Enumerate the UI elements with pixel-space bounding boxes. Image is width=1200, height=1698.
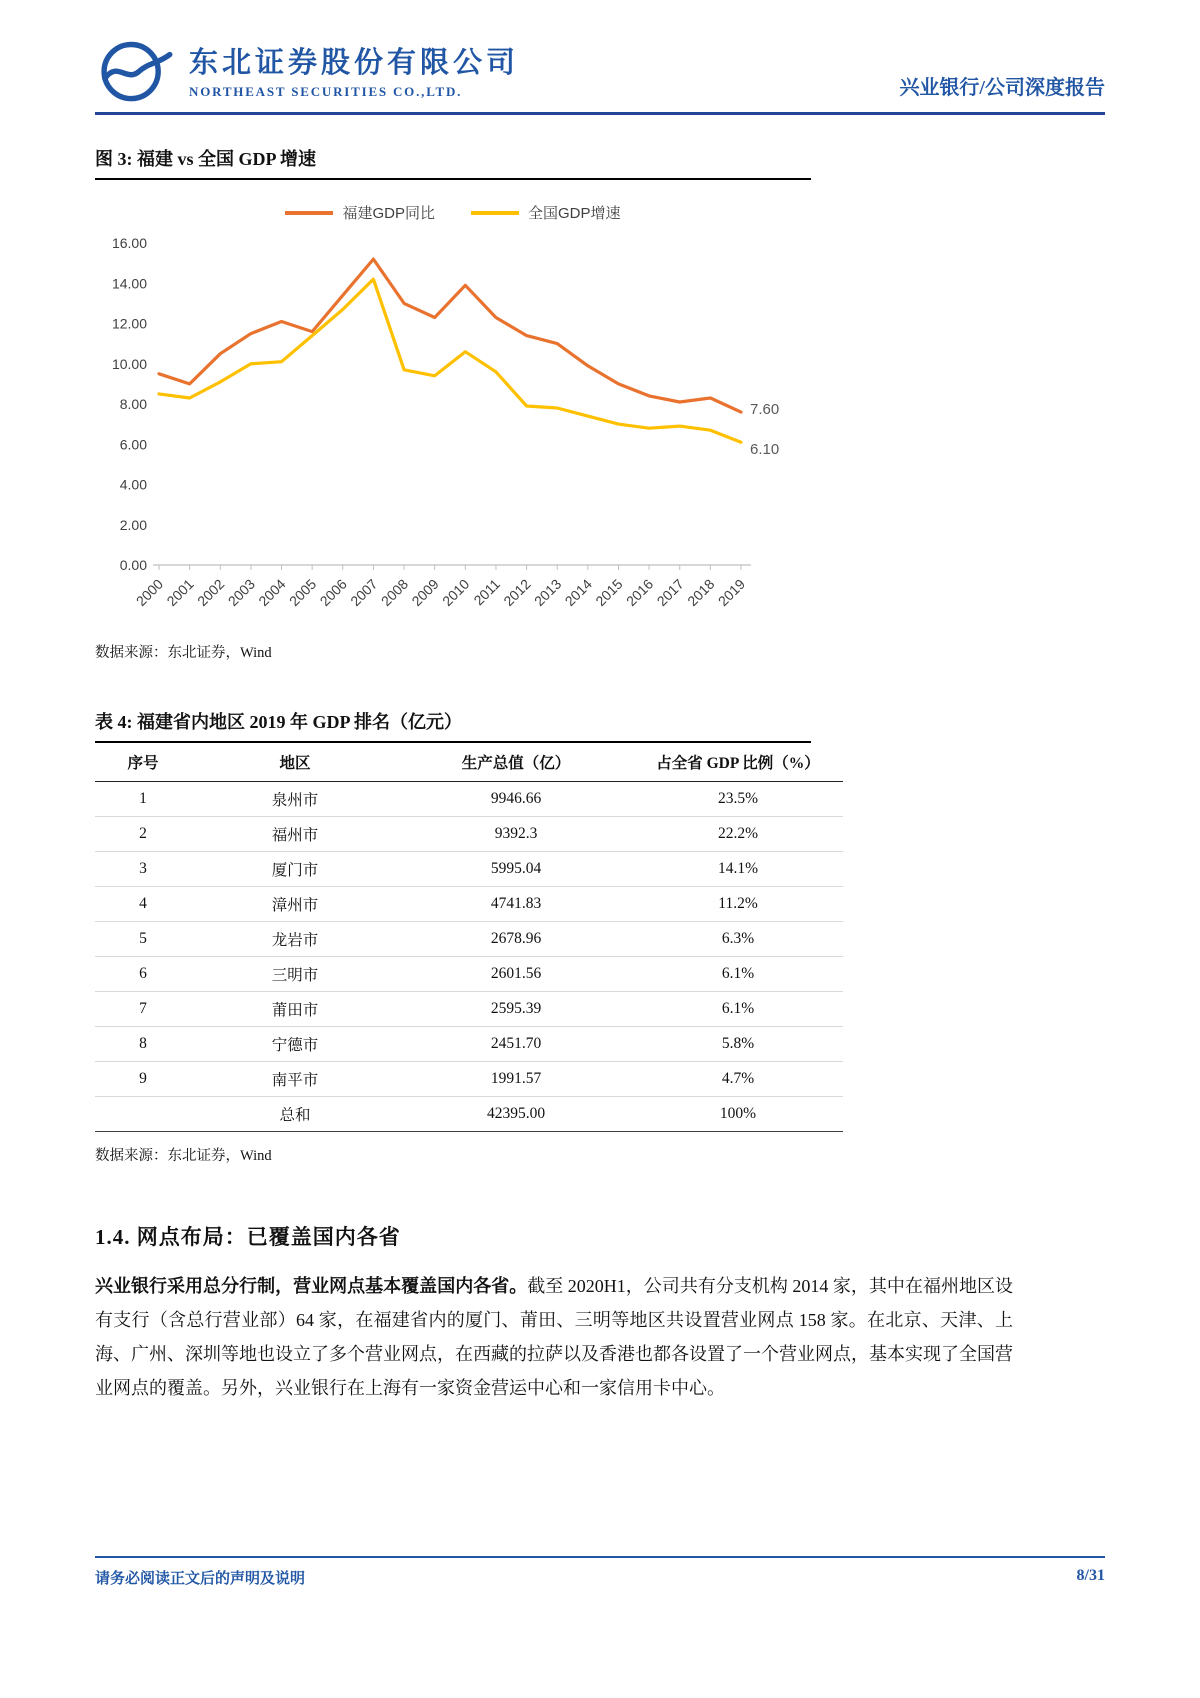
paragraph-body: 截至 2020H1，公司共有分支机构 2014 家，其中在福州地区设有支行（含总行营业部）64 家，在福建省内的厦门、莆田、三明等地区共设置营业网点 158 家。在北京、天津、上海、广州、深圳等地也设立了多个营业网点，在西藏的拉萨以及香港也都各设置了一个营业网点，基本实现了全国营业网点的覆盖。另外，兴业银行在上海有一家资金营运中心和一家信用卡中心。 — [95, 1276, 1013, 1398]
table-cell — [95, 1097, 191, 1132]
company-name: 东北证券股份有限公司 — [189, 47, 520, 79]
footer-page-number: 8/31 — [1076, 1567, 1105, 1584]
table-cell: 4 — [95, 887, 191, 922]
table-cell: 厦门市 — [191, 852, 399, 887]
table-cell: 9392.3 — [399, 817, 633, 852]
x-axis-label: 2001 — [163, 575, 197, 610]
table-cell: 漳州市 — [191, 887, 399, 922]
legend-label: 福建GDP同比 — [342, 205, 435, 222]
table-row — [95, 852, 843, 887]
table-cell: 42395.00 — [399, 1097, 633, 1132]
brand-text — [189, 40, 519, 100]
column-header-share: 占全省 GDP 比例（%） — [633, 743, 843, 782]
table-row — [95, 782, 843, 817]
x-axis-label: 2014 — [561, 575, 595, 610]
x-axis-label: 2010 — [439, 575, 473, 610]
table-cell: 2451.70 — [399, 1027, 633, 1062]
x-axis-label: 2009 — [408, 575, 442, 610]
table-cell: 2595.39 — [399, 992, 633, 1027]
table-cell: 100% — [633, 1097, 843, 1132]
table-cell: 龙岩市 — [191, 922, 399, 957]
table-row — [95, 957, 843, 992]
gdp-ranking-table — [95, 743, 843, 1132]
table-cell: 南平市 — [191, 1062, 399, 1097]
column-header-region: 地区 — [191, 743, 399, 782]
page-content — [0, 145, 1200, 1405]
page-footer — [95, 1556, 1105, 1588]
table-cell: 8 — [95, 1027, 191, 1062]
table-row — [95, 887, 843, 922]
table-cell: 22.2% — [633, 817, 843, 852]
x-axis-label: 2019 — [714, 575, 749, 610]
table-cell: 6.1% — [633, 957, 843, 992]
table-cell: 2 — [95, 817, 191, 852]
y-axis-label: 14.00 — [111, 275, 147, 292]
table-source: 数据来源：东北证券，Wind — [95, 1148, 272, 1164]
x-axis-label: 2000 — [132, 575, 167, 610]
table-row — [95, 1062, 843, 1097]
table-cell: 6.3% — [633, 922, 843, 957]
gdp-growth-chart — [95, 225, 811, 629]
table-row — [95, 1027, 843, 1062]
column-header-index: 序号 — [95, 743, 191, 782]
table-title: 表 4: 福建省内地区 2019 年 GDP 排名（亿元） — [95, 708, 811, 743]
table-cell: 14.1% — [633, 852, 843, 887]
brand — [95, 36, 519, 104]
table-cell: 6 — [95, 957, 191, 992]
legend-item — [285, 202, 435, 223]
x-axis-label: 2003 — [224, 575, 259, 610]
x-axis-label: 2005 — [285, 575, 320, 610]
x-axis-label: 2013 — [530, 575, 565, 610]
body-paragraph — [95, 1269, 1013, 1405]
x-axis-label: 2008 — [377, 575, 412, 610]
table-row — [95, 922, 843, 957]
northeast-securities-logo-icon — [95, 36, 175, 104]
page-header — [0, 0, 1200, 112]
x-axis-label: 2006 — [316, 575, 350, 610]
table-row — [95, 1097, 843, 1132]
x-axis-label: 2016 — [622, 575, 657, 610]
table-cell: 9946.66 — [399, 782, 633, 817]
table-cell: 宁德市 — [191, 1027, 399, 1062]
x-axis-label: 2012 — [500, 575, 534, 610]
table-cell: 7 — [95, 992, 191, 1027]
table-body — [95, 782, 843, 1132]
table-cell: 23.5% — [633, 782, 843, 817]
table-cell: 2601.56 — [399, 957, 633, 992]
table-cell: 2678.96 — [399, 922, 633, 957]
y-axis-label: 6.00 — [119, 436, 147, 453]
series-line-fujian — [159, 259, 741, 412]
footer-disclaimer: 请务必阅读正文后的声明及说明 — [95, 1571, 306, 1587]
series-end-label: 6.10 — [750, 441, 780, 459]
x-axis-label: 2004 — [255, 575, 289, 610]
table-cell: 1991.57 — [399, 1062, 633, 1097]
table-cell: 3 — [95, 852, 191, 887]
section-heading: 1.4. 网点布局：已覆盖国内各省 — [95, 1225, 401, 1249]
x-axis-label: 2011 — [470, 575, 504, 609]
table-cell: 1 — [95, 782, 191, 817]
y-axis-label: 0.00 — [119, 557, 147, 573]
chart-legend — [95, 202, 811, 223]
y-axis-label: 8.00 — [119, 396, 147, 412]
paragraph-lead: 兴业银行采用总分行制，营业网点基本覆盖国内各省。 — [95, 1276, 528, 1296]
figure-title: 图 3: 福建 vs 全国 GDP 增速 — [95, 145, 811, 180]
table-row — [95, 817, 843, 852]
table-cell: 9 — [95, 1062, 191, 1097]
table-cell: 泉州市 — [191, 782, 399, 817]
table-cell: 莆田市 — [191, 992, 399, 1027]
table-cell: 6.1% — [633, 992, 843, 1027]
table-header-row — [95, 743, 843, 782]
x-axis-label: 2002 — [194, 575, 228, 610]
x-axis-label: 2015 — [592, 575, 626, 610]
table-cell: 11.2% — [633, 887, 843, 922]
report-label: 兴业银行/公司深度报告 — [899, 77, 1105, 99]
table-cell: 总和 — [191, 1097, 399, 1132]
series-end-label: 7.60 — [750, 401, 780, 419]
y-axis-label: 16.00 — [111, 235, 147, 251]
header-rule — [95, 112, 1105, 115]
x-axis-label: 2018 — [684, 575, 718, 610]
table-cell: 三明市 — [191, 957, 399, 992]
table-cell: 5.8% — [633, 1027, 843, 1062]
x-axis-label: 2017 — [653, 575, 687, 610]
y-axis-label: 10.00 — [111, 355, 147, 372]
y-axis-label: 12.00 — [111, 315, 147, 332]
legend-item — [471, 202, 621, 223]
company-name-en: NORTHEAST SECURITIES CO.,LTD. — [189, 84, 463, 99]
table-cell: 5995.04 — [399, 852, 633, 887]
legend-line-swatch — [471, 211, 519, 215]
column-header-gdp: 生产总值（亿） — [399, 743, 633, 782]
x-axis-label: 2007 — [347, 575, 381, 610]
table-cell: 4.7% — [633, 1062, 843, 1097]
y-axis-label: 4.00 — [119, 476, 147, 493]
table-cell: 5 — [95, 922, 191, 957]
legend-line-swatch — [285, 211, 333, 215]
table-cell: 4741.83 — [399, 887, 633, 922]
table-cell: 福州市 — [191, 817, 399, 852]
y-axis-label: 2.00 — [119, 516, 147, 533]
figure-source: 数据来源：东北证券，Wind — [95, 645, 272, 661]
legend-label: 全国GDP增速 — [528, 205, 621, 222]
table-row — [95, 992, 843, 1027]
